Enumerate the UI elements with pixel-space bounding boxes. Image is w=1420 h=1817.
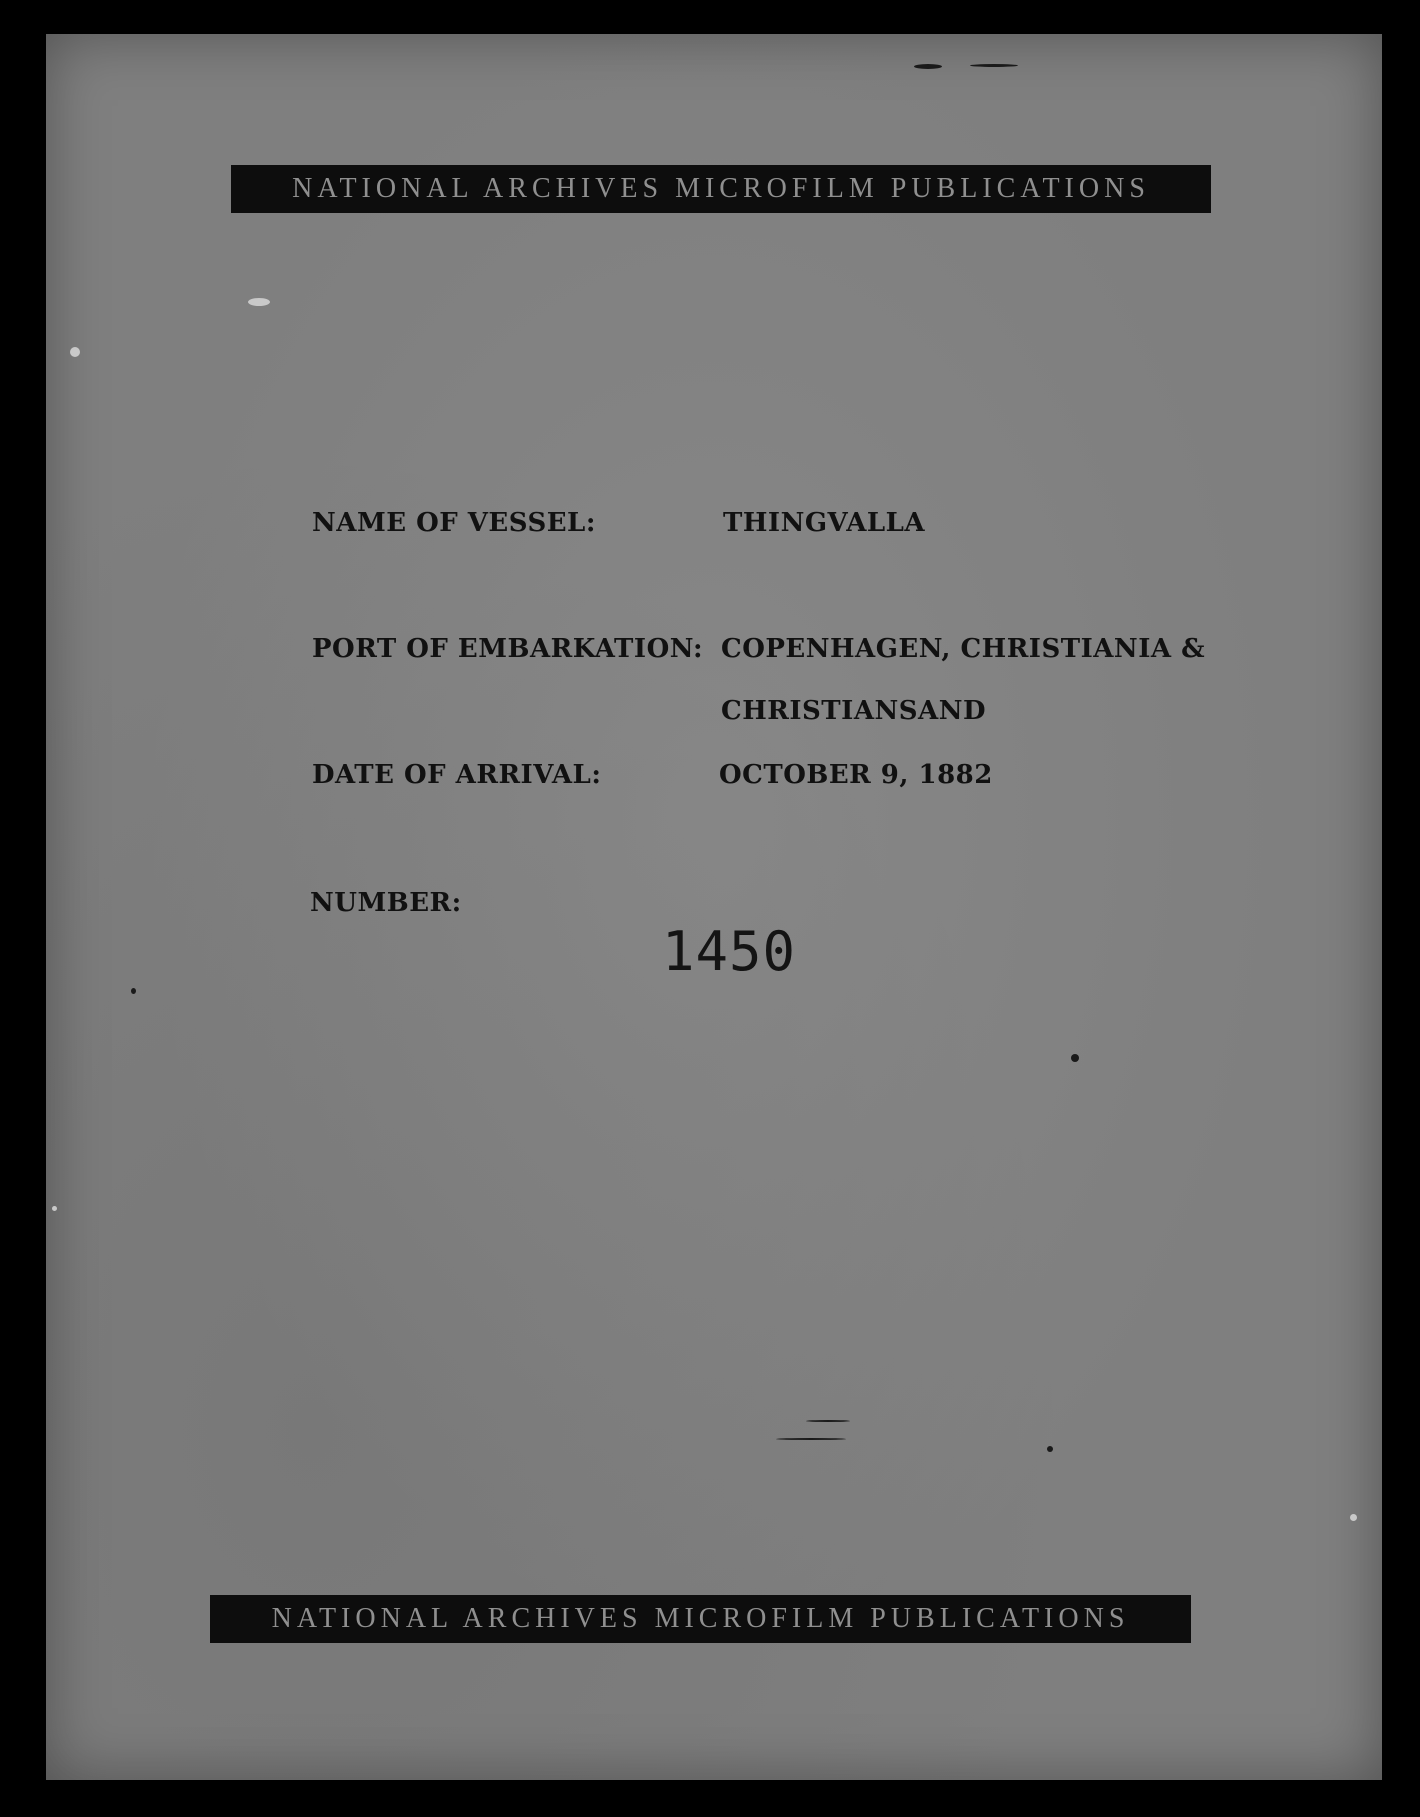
film-scratch [806, 1420, 850, 1422]
film-speck [1071, 1054, 1079, 1062]
date-value: OCTOBER 9, 1882 [719, 760, 993, 790]
film-dust [70, 347, 80, 357]
film-speck [131, 988, 136, 994]
number-label: NUMBER: [310, 888, 462, 918]
microfilm-target-sheet [46, 34, 1382, 1780]
vessel-value: THINGVALLA [723, 508, 926, 538]
port-value-line1: COPENHAGEN, CHRISTIANIA & [721, 634, 1206, 664]
banner-bottom-text: NATIONAL ARCHIVES MICROFILM PUBLICATIONS [271, 1603, 1130, 1634]
port-value-line2: CHRISTIANSAND [721, 696, 987, 726]
date-label: DATE OF ARRIVAL: [312, 760, 602, 790]
number-value: 1450 [662, 920, 797, 983]
film-dust [52, 1206, 57, 1211]
film-dust [248, 298, 270, 306]
port-label: PORT OF EMBARKATION: [312, 634, 704, 664]
film-scratch [776, 1438, 846, 1440]
vessel-label: NAME OF VESSEL: [312, 508, 596, 538]
banner-bottom [210, 1595, 1191, 1643]
film-speck [1047, 1446, 1053, 1452]
banner-top [231, 165, 1211, 213]
banner-top-text: NATIONAL ARCHIVES MICROFILM PUBLICATIONS [292, 173, 1150, 204]
film-dust [1350, 1514, 1357, 1521]
film-scratch [914, 64, 942, 69]
film-scratch [970, 64, 1018, 67]
